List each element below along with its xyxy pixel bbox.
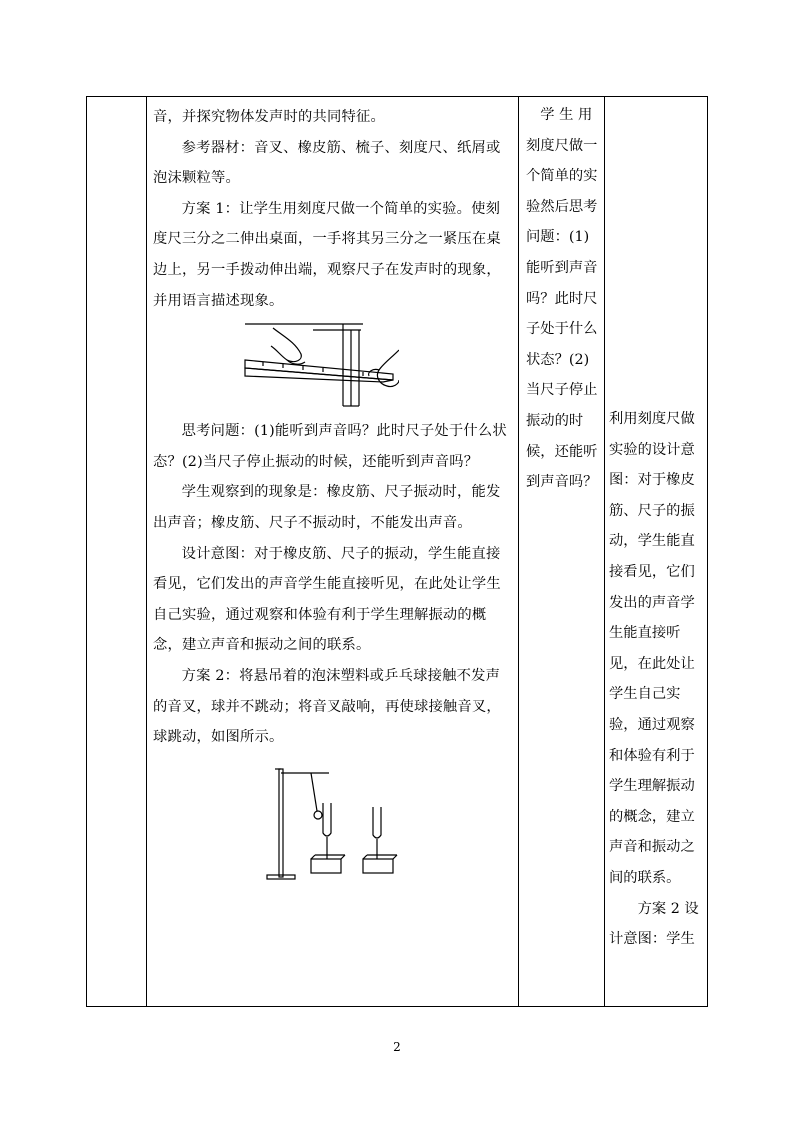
student-activity-text: 学 生 用刻度尺做一个简单的实验然后思考问题：(1)能听到声音吗？此时尺子处于什么状态？(2)当尺子停止振动的时候，还能听到声音吗？ bbox=[526, 107, 598, 491]
paragraph: 学生观察到的现象是：橡皮筋、尺子振动时，能发出声音；橡皮筋、尺子不振动时，不能发出声音。 bbox=[153, 484, 501, 531]
tuning-fork-figure bbox=[265, 763, 415, 885]
paragraph: 方案 2：将悬吊着的泡沫塑料或乒乓球接触不发声的音叉，球并不跳动；将音叉敲响，再使球接触音叉，球跳动，如图所示。 bbox=[153, 667, 501, 746]
paragraph: 音，并探究物体发声时的共同特征。 bbox=[153, 109, 385, 125]
student-activity-cell bbox=[519, 97, 604, 1006]
design-intent-text: 利用刻度尺做实验的设计意图：对于橡皮筋、尺子的振动，学生能直接看见，它们发出的声音学生能直接听见，在此处让学生自己实验，通过观察和体验有利于学生理解振动的概念，建立声音和振动之间的联系。 bbox=[609, 411, 695, 886]
design-intent-cell bbox=[605, 97, 708, 1006]
paragraph: 参考器材：音叉、橡皮筋、梳子、刻度尺、纸屑或泡沫颗粒等。 bbox=[153, 139, 501, 187]
lesson-table bbox=[86, 96, 708, 1007]
ruler-experiment-figure bbox=[243, 320, 399, 412]
design-intent-text: 方案 2 设计意图：学生 bbox=[609, 900, 699, 948]
teaching-content-cell bbox=[147, 97, 518, 1006]
paragraph: 设计意图：对于橡皮筋、尺子的振动，学生能直接看见，它们发出的声音学生能直接听见，在此处让学生自己实验，通过观察和体验有利于学生理解振动的概念，建立声音和振动之间的联系。 bbox=[153, 545, 501, 654]
page-number: 2 bbox=[393, 1040, 401, 1054]
empty-cell bbox=[87, 97, 146, 1006]
paragraph: 思考问题：(1)能听到声音吗？此时尺子处于什么状态？(2)当尺子停止振动的时候，还能听到声音吗？ bbox=[153, 423, 507, 470]
paragraph: 方案 1：让学生用刻度尺做一个简单的实验。使刻度尺三分之二伸出桌面，一手将其另三分之一紧压在桌边上，另一手拨动伸出端，观察尺子在发声时的现象，并用语言描述现象。 bbox=[153, 200, 501, 309]
